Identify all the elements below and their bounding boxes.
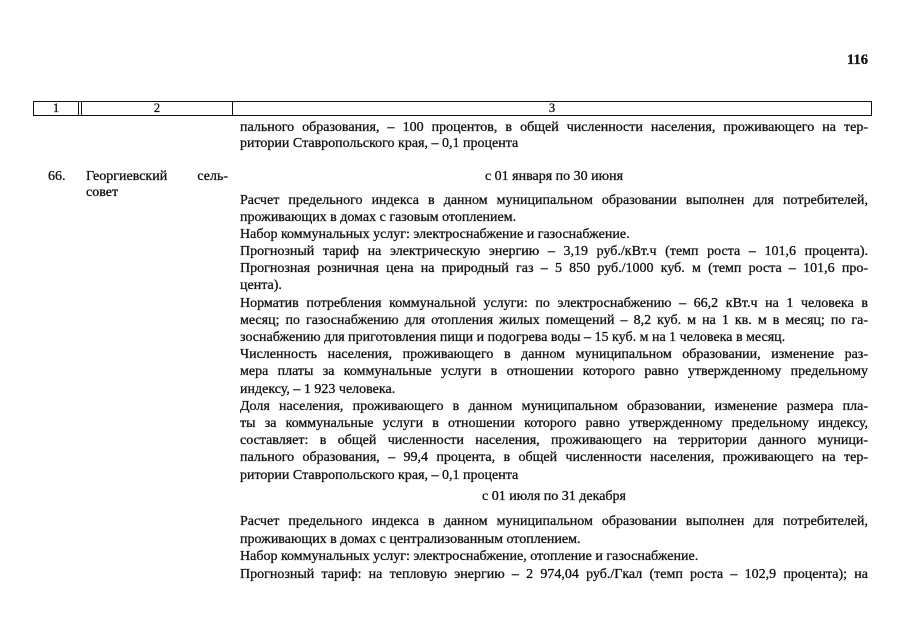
text-line: ты за коммунальные услуги в отношении которого равно утвержденному предельному индексу, (240, 415, 868, 431)
table-header-cell-1: 1 (34, 102, 79, 115)
period-text (240, 513, 868, 583)
text-line: месяц; по газоснабжению для отопления жилых помещений – 8,2 куб. м на 1 кв. м в месяц; по га- (240, 312, 868, 328)
text-line: Доля населения, проживающего в данном муниципальном образовании, изменение размера пла- (240, 398, 868, 414)
text-line: пального образования, – 99,4 процента, в общей численности населения, проживающего на тер- (240, 450, 868, 466)
text-line: составляет: в общей численности населения, проживающего на территории данного муници- (240, 433, 868, 449)
municipality-name-line: совет (86, 185, 119, 200)
municipality-name-line: Георгиевский сель- (86, 169, 228, 184)
text-line: пального образования, – 100 процентов, в общей численности населения, проживающего на тер- (240, 120, 868, 135)
page-number: 116 (847, 52, 868, 68)
text-line: Расчет предельного индекса в данном муниципальном образовании выполнен для потребителей, (240, 192, 868, 208)
table-header-row (33, 101, 872, 116)
period-heading: с 01 января по 30 июня (484, 169, 624, 184)
table-header-cell-3: 3 (548, 101, 556, 115)
text-line: Набор коммунальных услуг: электроснабжение и газоснабжение. (240, 226, 630, 242)
text-line: Прогнозный тариф на электрическую энергию – 3,19 руб./кВт.ч (темп роста – 101,6 процента). (240, 244, 868, 260)
text-line: ритории Ставропольского края, – 0,1 процента (240, 136, 519, 151)
text-line: Норматив потребления коммунальной услуги: по электроснабжению – 66,2 кВт.ч на 1 человека в (240, 295, 868, 311)
text-line: индексу, – 1 923 человека. (240, 381, 396, 397)
text-line: проживающих в домах с централизованным отоплением. (240, 531, 581, 547)
text-line: ритории Ставропольского края, – 0,1 процента (240, 467, 519, 483)
text-line: Прогнозный тариф: на тепловую энергию – 2 974,04 руб./Гкал (темп роста – 102,9 процента); на (240, 566, 868, 582)
text-line: Расчет предельного индекса в данном муниципальном образовании выполнен для потребителей, (240, 514, 868, 529)
text-line: Набор коммунальных услуг: электроснабжение, отопление и газоснабжение. (240, 549, 699, 564)
table-header-cell-2: 2 (81, 102, 233, 115)
text-line: Численность населения, проживающего в данном муниципальном образовании, изменение раз- (240, 347, 868, 363)
text-line: зоснабжению для приготовления пищи и подогрева воды – 15 куб. м на 1 человека в месяц. (240, 330, 786, 345)
period-text (240, 192, 868, 484)
text-line: проживающих в домах с газовым отоплением. (240, 209, 517, 225)
text-line: цента). (240, 278, 282, 294)
continuation-text (240, 120, 868, 152)
period-heading: с 01 июля по 31 декабря (482, 489, 626, 504)
text-line: Прогнозная розничная цена на природный газ – 5 850 руб./1000 куб. м (темп роста – 101,6 про- (240, 261, 868, 277)
text-line: мера платы за коммунальные услуги в отношении которого равно утвержденному предельному (240, 364, 868, 380)
municipality-name (86, 169, 228, 201)
row-number: 66. (48, 169, 66, 184)
